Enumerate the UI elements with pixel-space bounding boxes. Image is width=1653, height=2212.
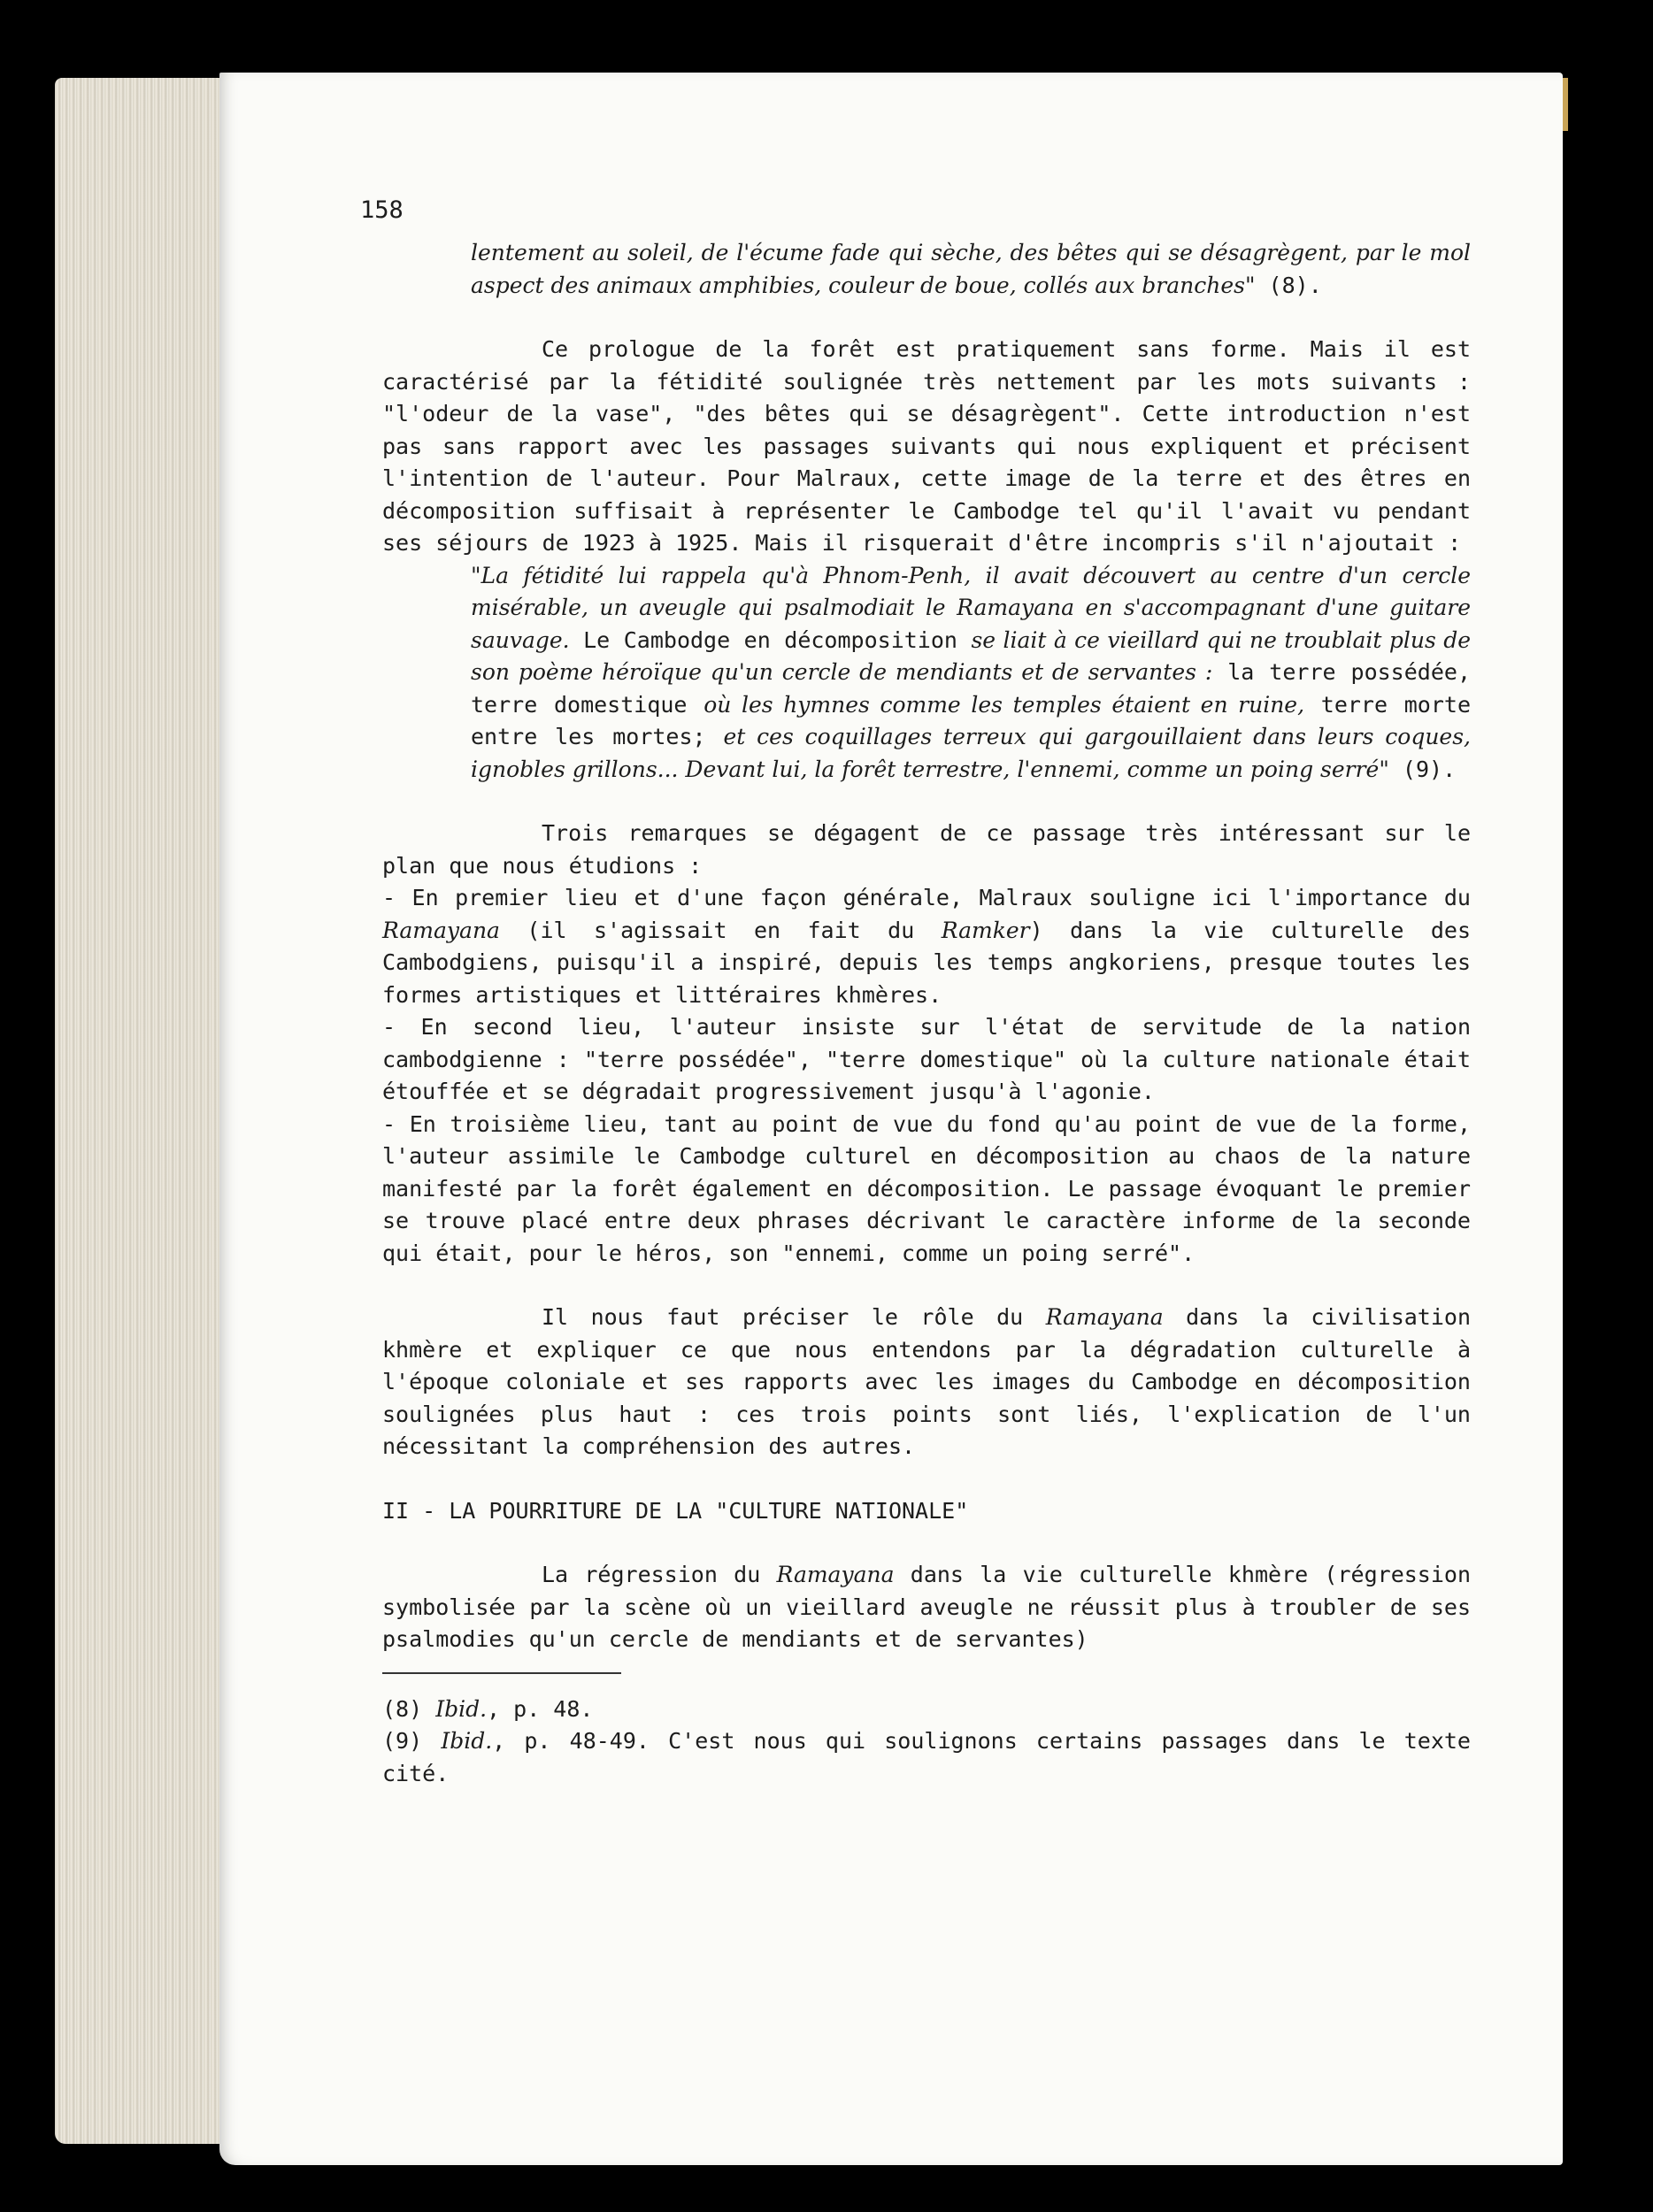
block-quote: "La fétidité lui rappela qu'à Phnom-Penh, il avait découvert au centre d'un cercle misérable, un aveugle qui psalmodiait le Ramayana en s'accompagnant d'une guitare sauvage. Le Cambodge en décomposition se liait à ce vieillard qui ne troublait plus de son poème héroïque qu'un cercle de mendiants et de servantes : la terre possédée, terre domestique où les hymnes comme les temples étaient en ruine, terre morte entre les mortes; et ces coquillages terreux qui gargouillaient dans leurs coques, ignobles grillons... Devant lui, la forêt terrestre, l'ennemi, comme un poing serré" (9).: [471, 562, 1471, 782]
quote-continuation: lentement au soleil, de l'écume fade qui sèche, des bêtes qui se désagrègent, par le mol aspect des animaux amphibies, couleur de boue, collés aux branches" (8).: [471, 240, 1471, 298]
footnote-8: (8) Ibid., p. 48.: [382, 1695, 594, 1722]
footnote-9: (9) Ibid., p. 48-49. C'est nous qui soulignons certains passages dans le texte cité.: [382, 1728, 1471, 1786]
paragraph-remarks-intro: Trois remarques se dégagent de ce passage très intéressant sur le plan que nous étudions :: [382, 820, 1471, 879]
remark-1: - En premier lieu et d'une façon générale, Malraux souligne ici l'importance du Ramayana (il s'agissait en fait du Ramker) dans la vie culturelle des Cambodgiens, puisqu'il a inspiré, depuis les temps angkoriens, presque toutes les formes artistiques et littéraires khmères.: [382, 885, 1472, 1008]
page-body: [382, 237, 1471, 1790]
remark-3: - En troisième lieu, tant au point de vue du fond qu'au point de vue de la forme, l'auteur assimile le Cambodge culturel en décomposition au chaos de la nature manifesté par la forêt également en décomposition. Le passage évoquant le premier se trouve placé entre deux phrases décrivant le caractère informe de la seconde qui était, pour le héros, son "ennemi, comme un poing serré".: [382, 1110, 1471, 1266]
paragraph-regression: La régression du Ramayana dans la vie culturelle khmère (régression symbolisée par la scène où un vieillard aveugle ne réussit plus à troubler de ses psalmodies qu'un cercle de mendiants et de servantes): [382, 1562, 1471, 1652]
page-number: 158: [360, 196, 404, 224]
footnote-rule: [382, 1672, 621, 1674]
book-page-edges: [55, 78, 232, 2144]
section-heading: II - LA POURRITURE DE LA "CULTURE NATIONALE": [382, 1497, 969, 1524]
remark-2: - En second lieu, l'auteur insiste sur l'état de servitude de la nation cambodgienne : "terre possédée", "terre domestique" où la culture nationale était étouffée et se dégradait progressivement jusqu'à l'agonie.: [382, 1014, 1471, 1104]
paragraph-ramayana-role: Il nous faut préciser le rôle du Ramayana dans la civilisation khmère et expliquer ce que nous entendons par la dégradation culturelle à l'époque coloniale et ses rapports avec les images du Cambodge en décomposition soulignées plus haut : ces trois points sont liés, l'explication de l'un nécessitant la compréhension des autres.: [382, 1304, 1471, 1459]
paragraph-prologue: Ce prologue de la forêt est pratiquement sans forme. Mais il est caractérisé par la fétidité soulignée très nettement par les mots suivants : "l'odeur de la vase", "des bêtes qui se désagrègent". Cette introduction n'est pas sans rapport avec les passages suivants qui nous expliquent et précisent l'intention de l'auteur. Pour Malraux, cette image de la terre et des êtres en décomposition suffisait à représenter le Cambodge tel qu'il l'avait vu pendant ses séjours de 1923 à 1925. Mais il risquerait d'être incompris s'il n'ajoutait :: [382, 336, 1471, 556]
